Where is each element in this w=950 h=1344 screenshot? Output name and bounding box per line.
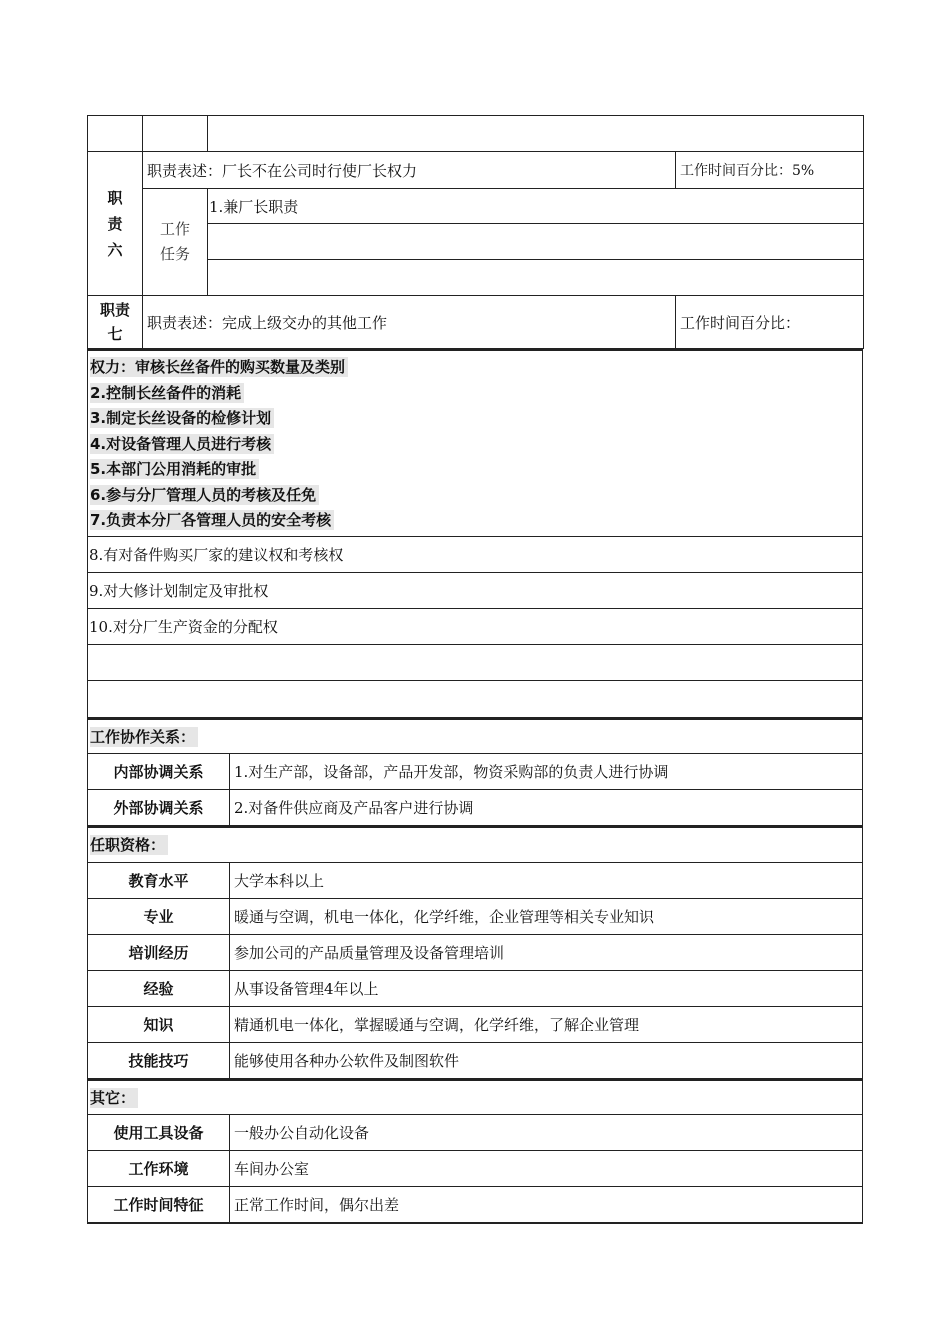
experience-value: 从事设备管理4年以上 [230,970,863,1006]
job-description-table [87,115,863,1224]
skills-label: 技能技巧 [88,1042,230,1078]
power-item: 4.对设备管理人员进行考核 [90,432,860,458]
duty7-description: 职责表述：完成上级交办的其他工作 [143,296,676,349]
power-item: 7.负责本分厂各管理人员的安全考核 [90,508,860,534]
blank-cell [88,644,863,680]
knowledge-value: 精通机电一体化，掌握暖通与空调，化学纤维，了解企业管理 [230,1006,863,1042]
work-time-value: 正常工作时间，偶尔出差 [230,1187,863,1223]
education-value: 大学本科以上 [230,862,863,898]
duty6-task-2 [208,224,864,260]
qualifications-table [87,826,863,1079]
duty6-time-percent: 工作时间百分比：5% [676,152,864,189]
major-value: 暖通与空调，机电一体化，化学纤维，企业管理等相关专业知识 [230,898,863,934]
cooperation-table [87,718,863,827]
blank-cell [88,116,143,152]
duty6-label: 职 责 六 [88,152,143,296]
blank-cell [88,680,863,717]
powers-table [87,349,863,718]
duty6-task-3 [208,260,864,296]
external-coordination-value: 2.对备件供应商及产品客户进行协调 [230,790,863,826]
environment-value: 车间办公室 [230,1151,863,1187]
internal-coordination-label: 内部协调关系 [88,754,230,790]
training-label: 培训经历 [88,934,230,970]
others-title: 其它： [88,1080,863,1115]
duties-table [87,115,864,349]
others-table [87,1079,863,1224]
cooperation-title: 工作协作关系： [88,719,863,754]
power-item: 10.对分厂生产资金的分配权 [88,608,863,644]
duty6-description: 职责表述：厂长不在公司时行使厂长权力 [143,152,676,189]
work-time-label: 工作时间特征 [88,1187,230,1223]
duty6-task-1: 1.兼厂长职责 [208,189,864,224]
experience-label: 经验 [88,970,230,1006]
education-label: 教育水平 [88,862,230,898]
power-item: 2.控制长丝备件的消耗 [90,381,860,407]
power-item: 5.本部门公用消耗的审批 [90,457,860,483]
powers-highlighted-block [88,350,863,536]
blank-cell [208,116,864,152]
tools-label: 使用工具设备 [88,1115,230,1151]
tools-value: 一般办公自动化设备 [230,1115,863,1151]
duty6-task-label: 工作 任务 [143,189,208,296]
knowledge-label: 知识 [88,1006,230,1042]
internal-coordination-value: 1.对生产部，设备部，产品开发部，物资采购部的负责人进行协调 [230,754,863,790]
duty7-time-percent: 工作时间百分比： [676,296,864,349]
power-item: 6.参与分厂管理人员的考核及任免 [90,483,860,509]
duty7-label: 职责 七 [88,296,143,349]
skills-value: 能够使用各种办公软件及制图软件 [230,1042,863,1078]
blank-cell [143,116,208,152]
qualifications-title: 任职资格： [88,827,863,862]
power-item: 3.制定长丝设备的检修计划 [90,406,860,432]
power-item: 9.对大修计划制定及审批权 [88,572,863,608]
power-item: 权力：审核长丝备件的购买数量及类别 [90,355,860,381]
major-label: 专业 [88,898,230,934]
power-item: 8.有对备件购买厂家的建议权和考核权 [88,536,863,572]
environment-label: 工作环境 [88,1151,230,1187]
external-coordination-label: 外部协调关系 [88,790,230,826]
training-value: 参加公司的产品质量管理及设备管理培训 [230,934,863,970]
